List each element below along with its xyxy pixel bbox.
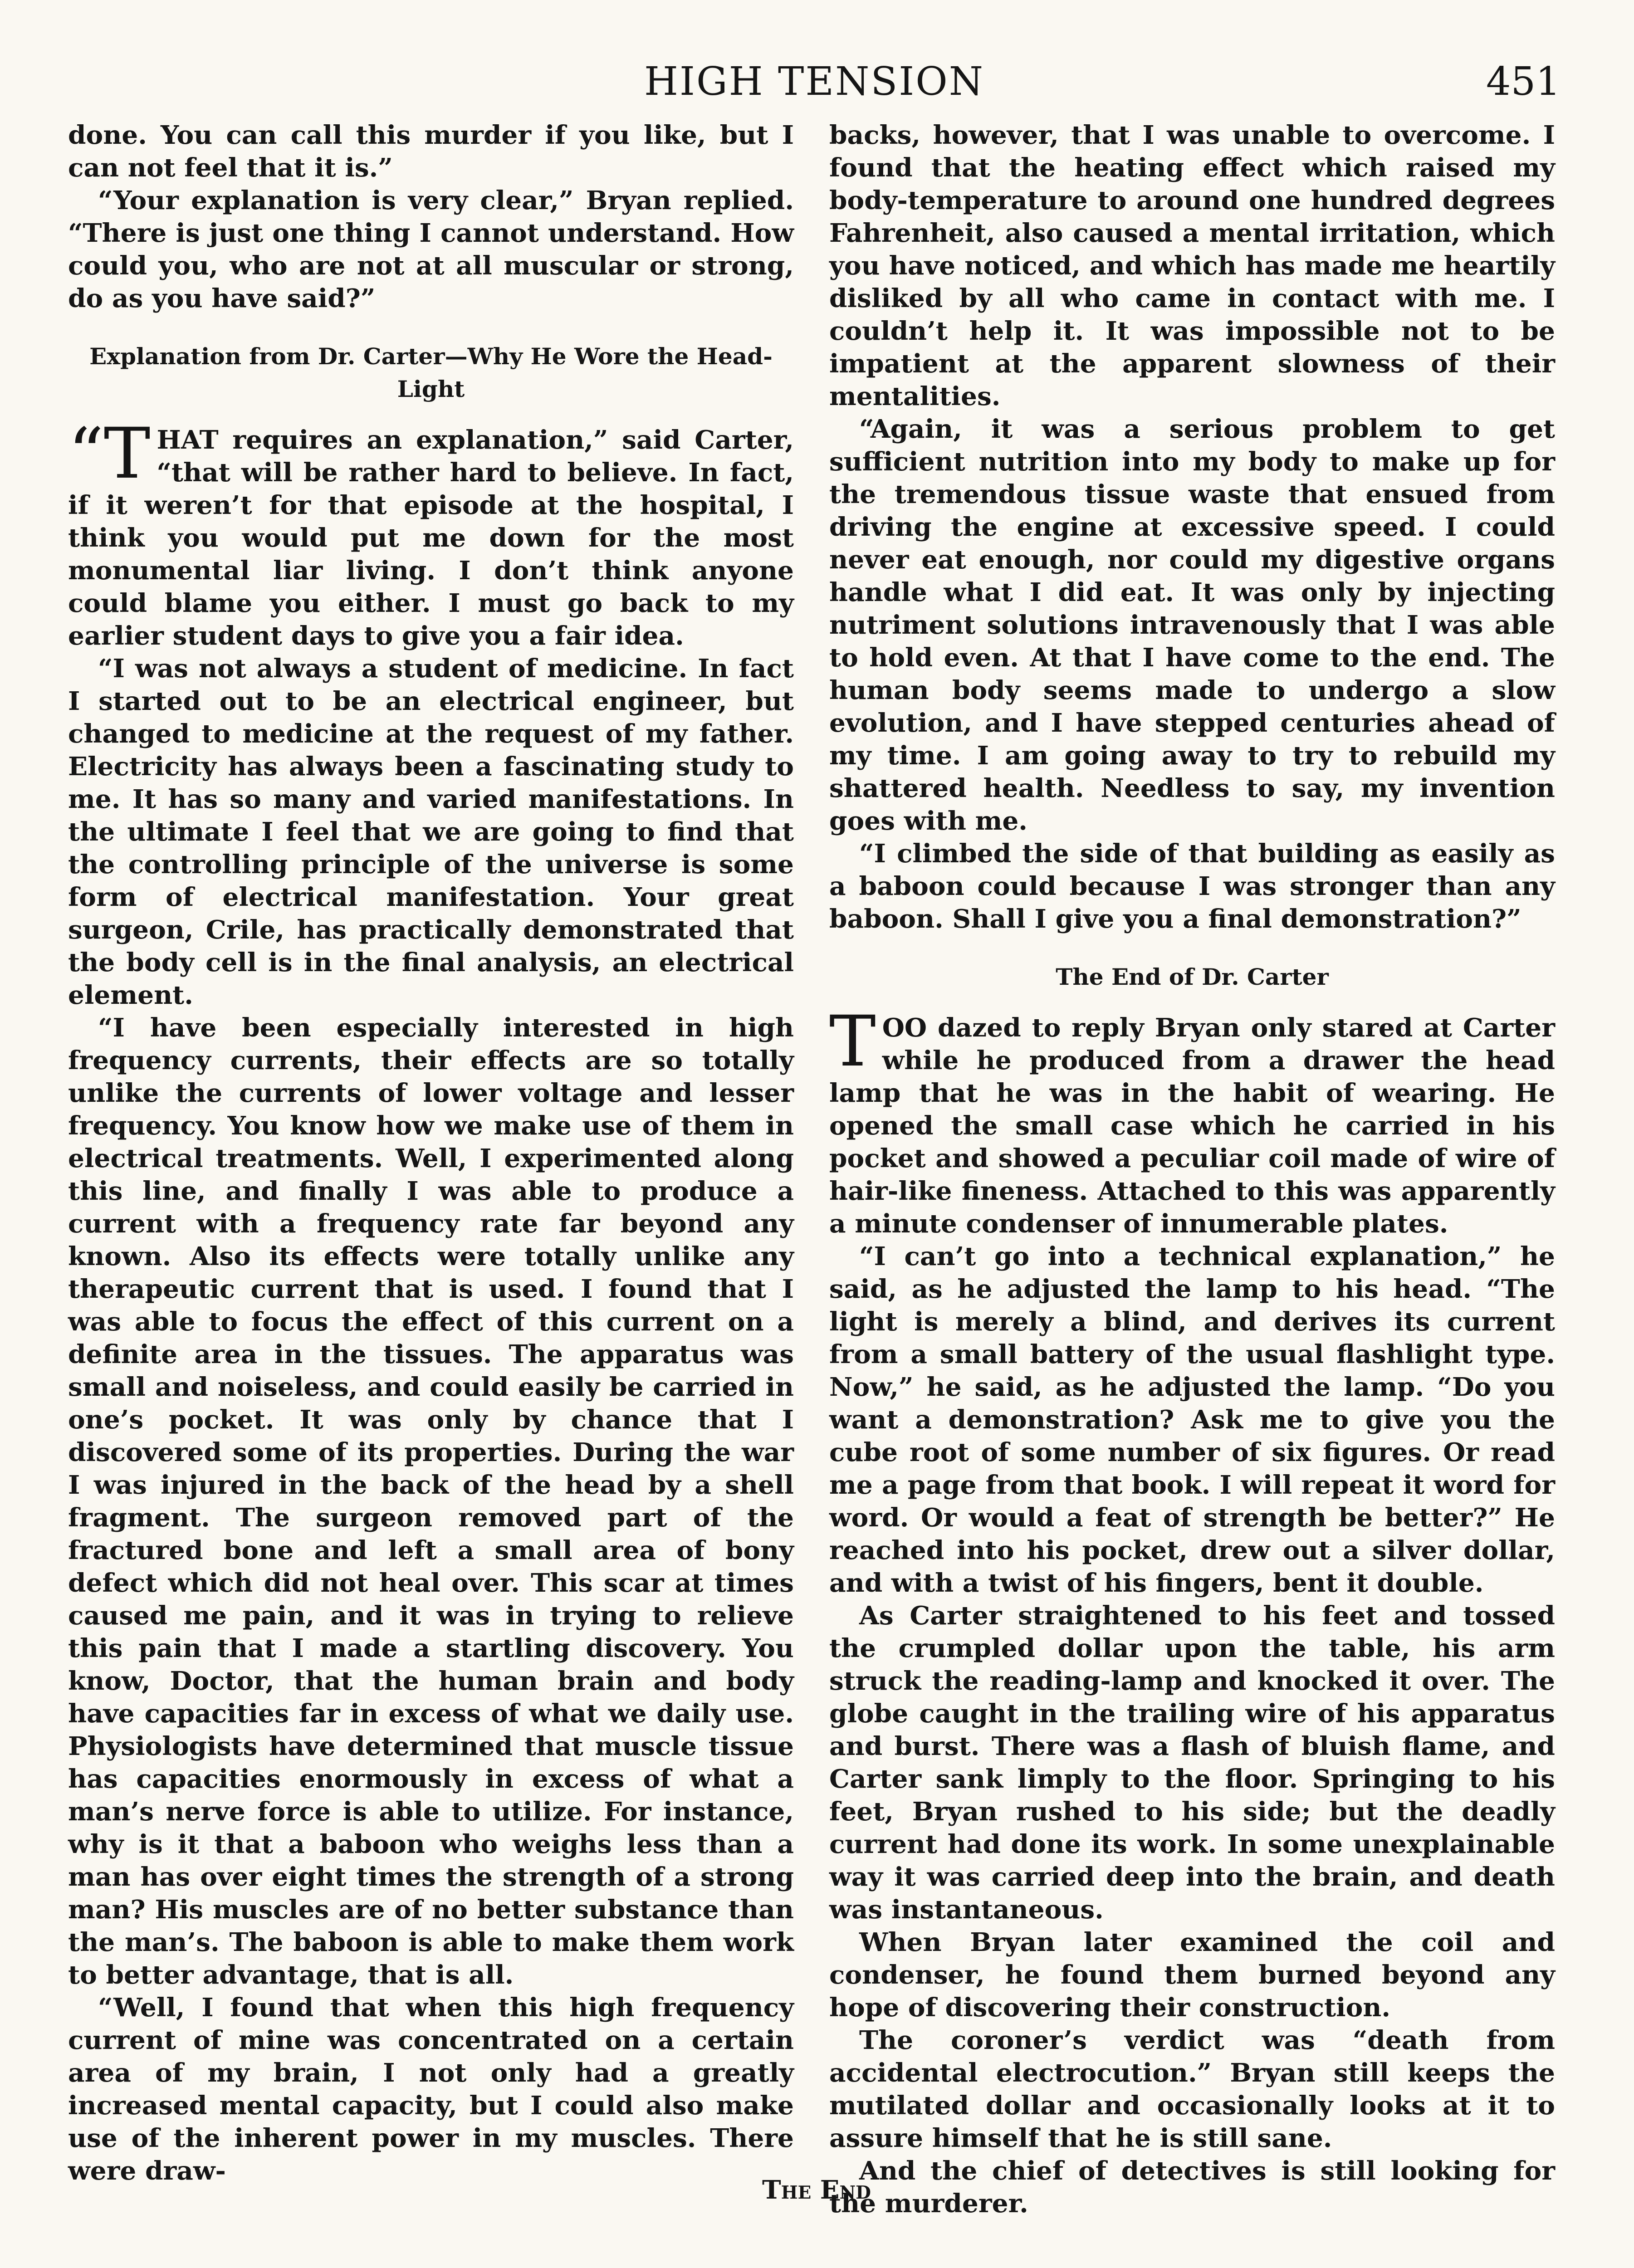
paragraph: “Your explanation is very clear,” Bryan replied. “There is just one thing I cannot understand. How could you, who are not at all muscular or strong, do as you have said?” xyxy=(68,186,794,313)
paragraph-with-dropcap xyxy=(829,1001,1555,1240)
paragraph: “I climbed the side of that building as easily as a baboon could because I was stronger than any baboon. Shall I give you a final demonstration?” xyxy=(829,839,1555,934)
paragraph: As Carter straightened to his feet and tossed the crumpled dollar upon the table, his arm struck the reading-lamp and knocked it over. The globe caught in the trailing wire of his apparatus and burst. There was a flash of bluish flame, and Carter sank limply to the floor. Springing to his feet, Bryan rushed to his side; but the deadly current had done its work. In some unexplainable way it was carried deep into the brain, and death was instantaneous. xyxy=(829,1601,1555,1925)
paragraph: “Well, I found that when this high frequency current of mine was concentrated on a certain area of my brain, I not only had a greatly increased mental capacity, but I could also make use of the inherent power in my muscles. There were draw- xyxy=(68,1993,794,2186)
paragraph-text: HAT requires an explanation,” said Carter, “that will be rather hard to believe. In fact, if it weren’t for that episode at the hospital, I think you would put me down for the most monumental liar living. I don’t think anyone could blame you either. I must go back to my earlier student days to give you a fair idea. xyxy=(68,425,794,651)
right-column xyxy=(829,119,1555,2220)
paragraph: And the chief of detectives is still looking for the murderer. xyxy=(829,2156,1555,2219)
section-heading: The End of Dr. Carter xyxy=(1056,963,1329,990)
the-end-label: The End xyxy=(762,2175,871,2205)
paragraph: When Bryan later examined the coil and condenser, he found them burned beyond any hope of discovering their construction. xyxy=(829,1927,1555,2023)
paragraph: “I was not always a student of medicine. In fact I started out to be an electrical engineer, but changed to medicine at the request of my father. Electricity has always been a fascinating study to me. It has so many and varied manifestations. In the ultimate I feel that we are going to find that the controlling principle of the universe is some form of electrical manifestation. Your great surgeon, Crile, has practically demonstrated that the body cell is in the final analysis, an electrical element. xyxy=(68,654,794,1010)
section-heading: Explanation from Dr. Carter—Why He Wore the Head-Light xyxy=(89,343,773,402)
paragraph: “I have been especially interested in high frequency currents, their effects are so totally unlike the currents of lower voltage and lesser frequency. You know how we make use of them in electrical treatments. Well, I experimented along this line, and finally I was able to produce a current with a frequency rate far beyond any known. Also its effects were totally unlike any therapeutic current that is used. I found that I was able to focus the effect of this current on a definite area in the tissues. The apparatus was small and noiseless, and could easily be carried in one’s pocket. It was only by chance that I discovered some of its properties. During the war I was injured in the back of the head by a shell fragment. The surgeon removed part of the fractured bone and left a small area of bony defect which did not heal over. This scar at times caused me pain, and it was in trying to relieve this pain that I made a startling discovery. You know, Doctor, that the human brain and body have capacities far in excess of what we daily use. Physiologists have determined that muscle tissue has capacities enormously in excess of what a man’s nerve force is able to utilize. For instance, why is it that a baboon who weighs less than a man has over eight times the strength of a strong man? His muscles are of no better substance than the man’s. The baboon is able to make them work to better advantage, that is all. xyxy=(68,1013,794,1990)
paragraph-text: OO dazed to reply Bryan only stared at Carter while he produced from a drawer the head lamp that he was in the habit of wearing. He opened the small case which he carried in his pocket and showed a peculiar coil made of wire of hair-like fineness. Attached to this was apparently a minute condenser of innumerable plates. xyxy=(829,1013,1555,1239)
paragraph-with-dropcap xyxy=(68,413,794,652)
paragraph: The coroner’s verdict was “death from accidental electrocution.” Bryan still keeps the mutilated dollar and occasionally looks at it to assure himself that he is still sane. xyxy=(829,2025,1555,2153)
paragraph: done. You can call this murder if you like, but I can not feel that it is.” xyxy=(68,120,794,183)
paragraph: “I can’t go into a technical explanation,” he said, as he adjusted the lamp to his head. “The light is merely a blind, and derives its current from a small battery of the usual flashlight type. Now,” he said, as he adjusted the lamp. “Do you want a demonstration? Ask me to give you the cube root of some number of six figures. Or read me a page from that book. I will repeat it word for word. Or would a feat of strength be better?” He reached into his pocket, drew out a silver dollar, and with a twist of his fingers, bent it double. xyxy=(829,1242,1555,1598)
page-number: 451 xyxy=(1486,59,1561,104)
paragraph: backs, however, that I was unable to overcome. I found that the heating effect which raised my body-temperature to around one hundred degrees Fahrenheit, also caused a mental irritation, which you have noticed, and which has made me heartily disliked by all who came in contact with me. I couldn’t help it. It was impossible not to be impatient at the apparent slowness of their mentalities. xyxy=(829,120,1555,411)
page-header xyxy=(68,59,1561,113)
drop-cap: T xyxy=(829,1001,876,1082)
paragraph: “Again, it was a serious problem to get sufficient nutrition into my body to make up for the tremendous tissue waste that ensued from driving the engine at excessive speed. I could never eat enough, nor could my digestive organs handle what I did eat. It was only by injecting nutriment solutions intravenously that I was able to hold even. At that I have come to the end. The human body seems made to undergo a slow evolution, and I have stepped centuries ahead of my time. I am going away to try to rebuild my shattered health. Needless to say, my invention goes with me. xyxy=(829,414,1555,836)
left-column xyxy=(68,119,794,2187)
drop-cap: “T xyxy=(68,413,151,494)
running-title: HIGH TENSION xyxy=(644,59,985,104)
